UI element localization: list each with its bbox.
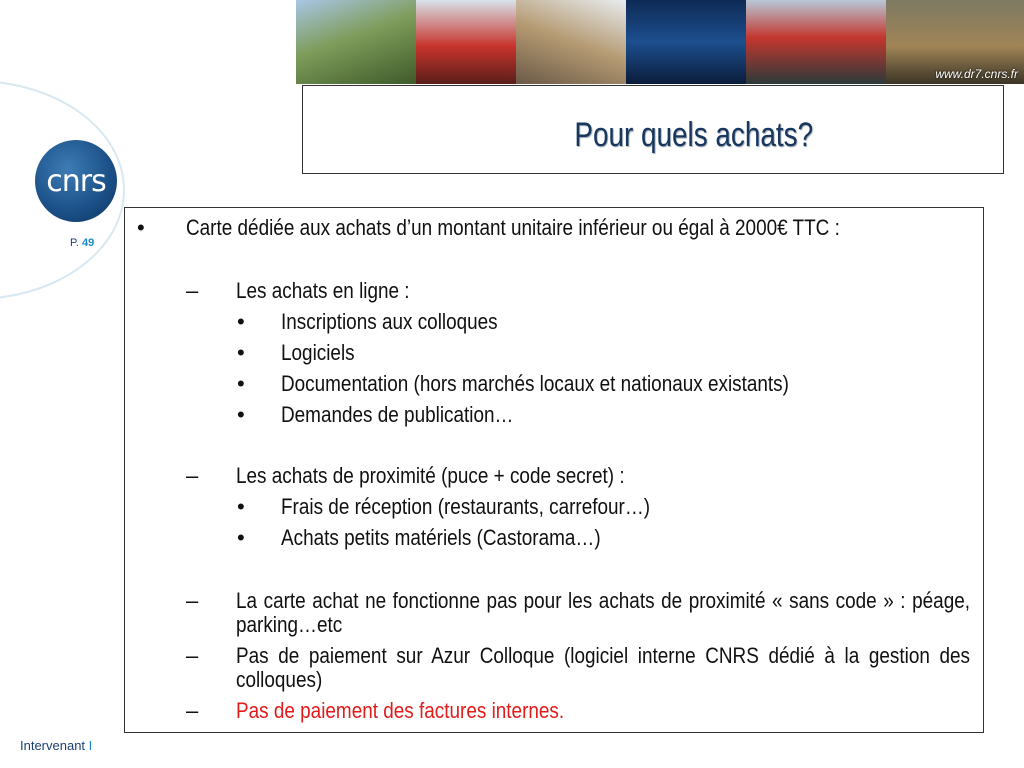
note-item: [236, 644, 970, 692]
online-item: Logiciels: [281, 340, 355, 365]
sub-bullet-marker: •: [237, 402, 245, 427]
main-bullet: [186, 216, 970, 240]
sub-bullet-marker: •: [237, 371, 245, 396]
online-item: Inscriptions aux colloques: [281, 309, 498, 334]
banner-photo-field-researchers: [296, 0, 416, 84]
online-item: Demandes de publication…: [281, 402, 514, 427]
page-prefix: P.: [70, 237, 79, 249]
note-item: [236, 589, 970, 637]
banner-photo-researcher-red-jacket: [416, 0, 516, 84]
note-item: Pas de paiement des factures internes.: [236, 698, 565, 723]
dash-marker: –: [186, 463, 199, 488]
header-photo-banner: [296, 0, 1024, 84]
dash-marker: –: [186, 588, 199, 613]
main-bullet-text: Carte dédiée aux achats d’un montant unitaire inférieur ou égal à 2000€ TTC :: [186, 215, 840, 240]
slide-title: Pour quels achats?: [574, 116, 813, 154]
banner-photo-researcher-birds: [746, 0, 886, 84]
proximity-item: Frais de réception (restaurants, carrefour…): [281, 494, 651, 519]
proximity-item: Achats petits matériels (Castorama…): [281, 525, 601, 550]
title-box: [302, 85, 1004, 174]
content-box: [124, 207, 984, 733]
footer: [20, 738, 92, 753]
banner-url: www.dr7.cnrs.fr: [935, 67, 1018, 81]
sub-bullet-marker: •: [237, 525, 245, 550]
dash-marker: –: [186, 698, 199, 723]
bullet-marker: •: [137, 215, 145, 240]
proximity-header: Les achats de proximité (puce + code secret) :: [236, 463, 625, 488]
note-text: Pas de paiement sur Azur Colloque (logiciel interne CNRS dédié à la gestion des colloques): [236, 643, 970, 692]
sub-bullet-marker: •: [237, 340, 245, 365]
online-item: Documentation (hors marchés locaux et nationaux existants): [281, 371, 789, 396]
page-number-value: 49: [82, 237, 95, 249]
cnrs-logo-text: cnrs: [46, 163, 106, 199]
sub-bullet-marker: •: [237, 309, 245, 334]
banner-photo-researcher-rocks: [516, 0, 626, 84]
note-text: La carte achat ne fonctionne pas pour les achats de proximité « sans code » : péage, parking…etc: [236, 588, 970, 637]
footer-label: Intervenant: [20, 738, 86, 753]
dash-marker: –: [186, 643, 199, 668]
page-number: [70, 237, 94, 249]
online-header: Les achats en ligne :: [236, 278, 410, 303]
cnrs-logo: [35, 140, 117, 222]
footer-separator: I: [88, 738, 93, 753]
dash-marker: –: [186, 278, 199, 303]
sub-bullet-marker: •: [237, 494, 245, 519]
banner-photo-lab-equipment: [626, 0, 746, 84]
